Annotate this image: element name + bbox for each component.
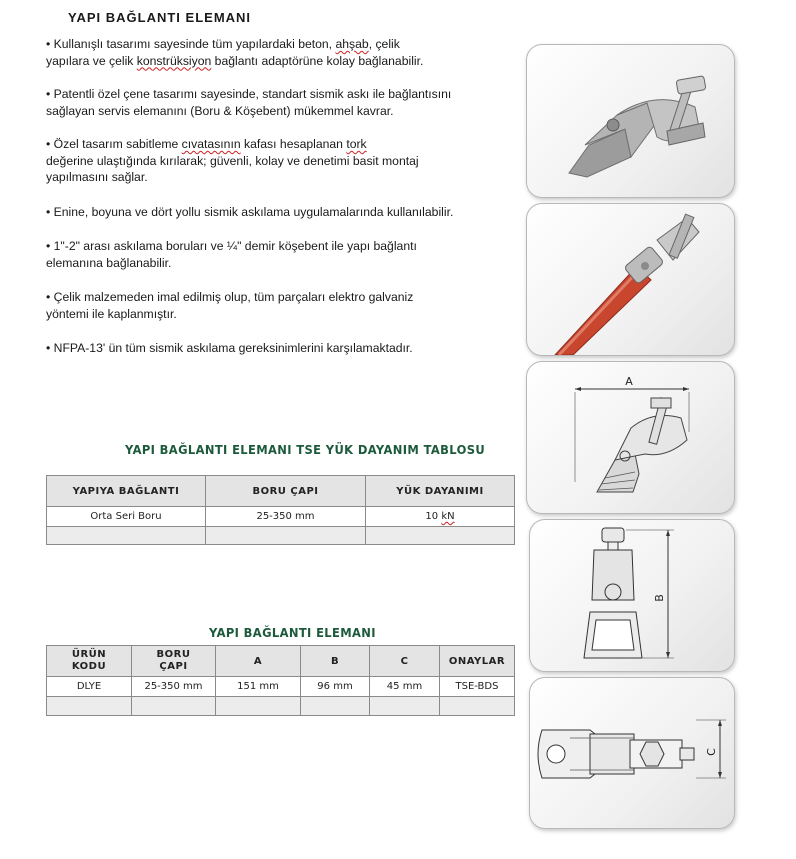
table-row [47, 677, 515, 697]
feature-bullet: • Kullanışlı tasarımı sayesinde tüm yapılardaki beton, ahşab, çelik yapılara ve çelik konstrüksiyon bağlantı adaptörüne kolay bağlanabilir. [46, 37, 424, 68]
table-cell: 25-350 mm [132, 677, 216, 697]
spellcheck-word: cıvatasının [181, 137, 241, 151]
page-title: YAPI BAĞLANTI ELEMANI [68, 10, 252, 25]
table-cell: 25-350 mm [206, 507, 366, 527]
product-table-title: YAPI BAĞLANTI ELEMANI [209, 625, 376, 640]
table-header-row [47, 646, 515, 677]
feature-bullet: • Enine, boyuna ve dört yollu sismik askılama uygulamalarında kullanılabilir. [46, 205, 454, 219]
table-row-empty [47, 527, 515, 545]
table-cell: TSE-BDS [440, 677, 515, 697]
table-cell: 45 mm [370, 677, 440, 697]
feature-bullet: • Patentli özel çene tasarımı sayesinde, standart sismik askı ile bağlantısını sağlayan servis elemanını (Boru & Köşebent) mükemmel kavrar. [46, 87, 452, 118]
feature-bullet: • Özel tasarım sabitleme cıvatasının kafası hesaplanan tork değerine ulaştığında kırılarak; güvenli, kolay ve denetimi basit montaj yapılmasını sağlar. [46, 137, 419, 184]
dimension-b-label: B [653, 594, 666, 602]
column-header: C [370, 646, 440, 677]
dimension-a-drawing [527, 362, 734, 513]
dimension-c-label: C [705, 748, 718, 756]
spellcheck-word: tork [346, 137, 367, 151]
load-table-title: YAPI BAĞLANTI ELEMANI TSE YÜK DAYANIM TABLOSU [125, 442, 486, 457]
column-header: BORU ÇAPI [206, 476, 366, 507]
column-header: BORU ÇAPI [132, 646, 216, 677]
column-header: YAPIYA BAĞLANTI [47, 476, 206, 507]
product-photo-installed [526, 203, 735, 356]
column-header: B [301, 646, 370, 677]
load-table [46, 475, 515, 545]
table-row [47, 507, 515, 527]
table-cell: DLYE [47, 677, 132, 697]
spellcheck-word: konstrüksiyon [136, 53, 212, 68]
drawing-front-view [529, 519, 735, 672]
dimension-a-label: A [625, 375, 633, 388]
table-header-row [47, 476, 515, 507]
spellcheck-word: kN [441, 511, 455, 522]
column-header: ONAYLAR [440, 646, 515, 677]
table-cell: Orta Seri Boru [47, 507, 206, 527]
product-photo-clamp [526, 44, 735, 198]
load-value: 10 kN [425, 511, 455, 522]
installed-illustration [527, 204, 734, 355]
table-cell: 151 mm [216, 677, 301, 697]
table-cell [366, 507, 515, 527]
spellcheck-word: ahşab [335, 37, 369, 51]
column-header: ÜRÜN KODU [47, 646, 132, 677]
product-table [46, 645, 515, 716]
clamp-illustration [527, 45, 734, 197]
feature-bullet: • NFPA-13' ün tüm sismik askılama gereksinimlerini karşılamaktadır. [46, 341, 413, 355]
column-header: YÜK DAYANIMI [366, 476, 515, 507]
column-header: A [216, 646, 301, 677]
drawing-top-view [529, 677, 735, 829]
feature-bullet: • Çelik malzemeden imal edilmiş olup, tüm parçaları elektro galvaniz yöntemi ile kaplanmıştır. [46, 290, 414, 321]
dimension-b-drawing [530, 520, 734, 671]
feature-bullet: • 1"-2" arası askılama boruları ve ¼" demir köşebent ile yapı bağlantı elemanına bağlanabilir. [46, 239, 417, 270]
table-row-empty [47, 697, 515, 716]
drawing-side-view [526, 361, 735, 514]
dimension-c-drawing [530, 678, 734, 828]
table-cell: 96 mm [301, 677, 370, 697]
